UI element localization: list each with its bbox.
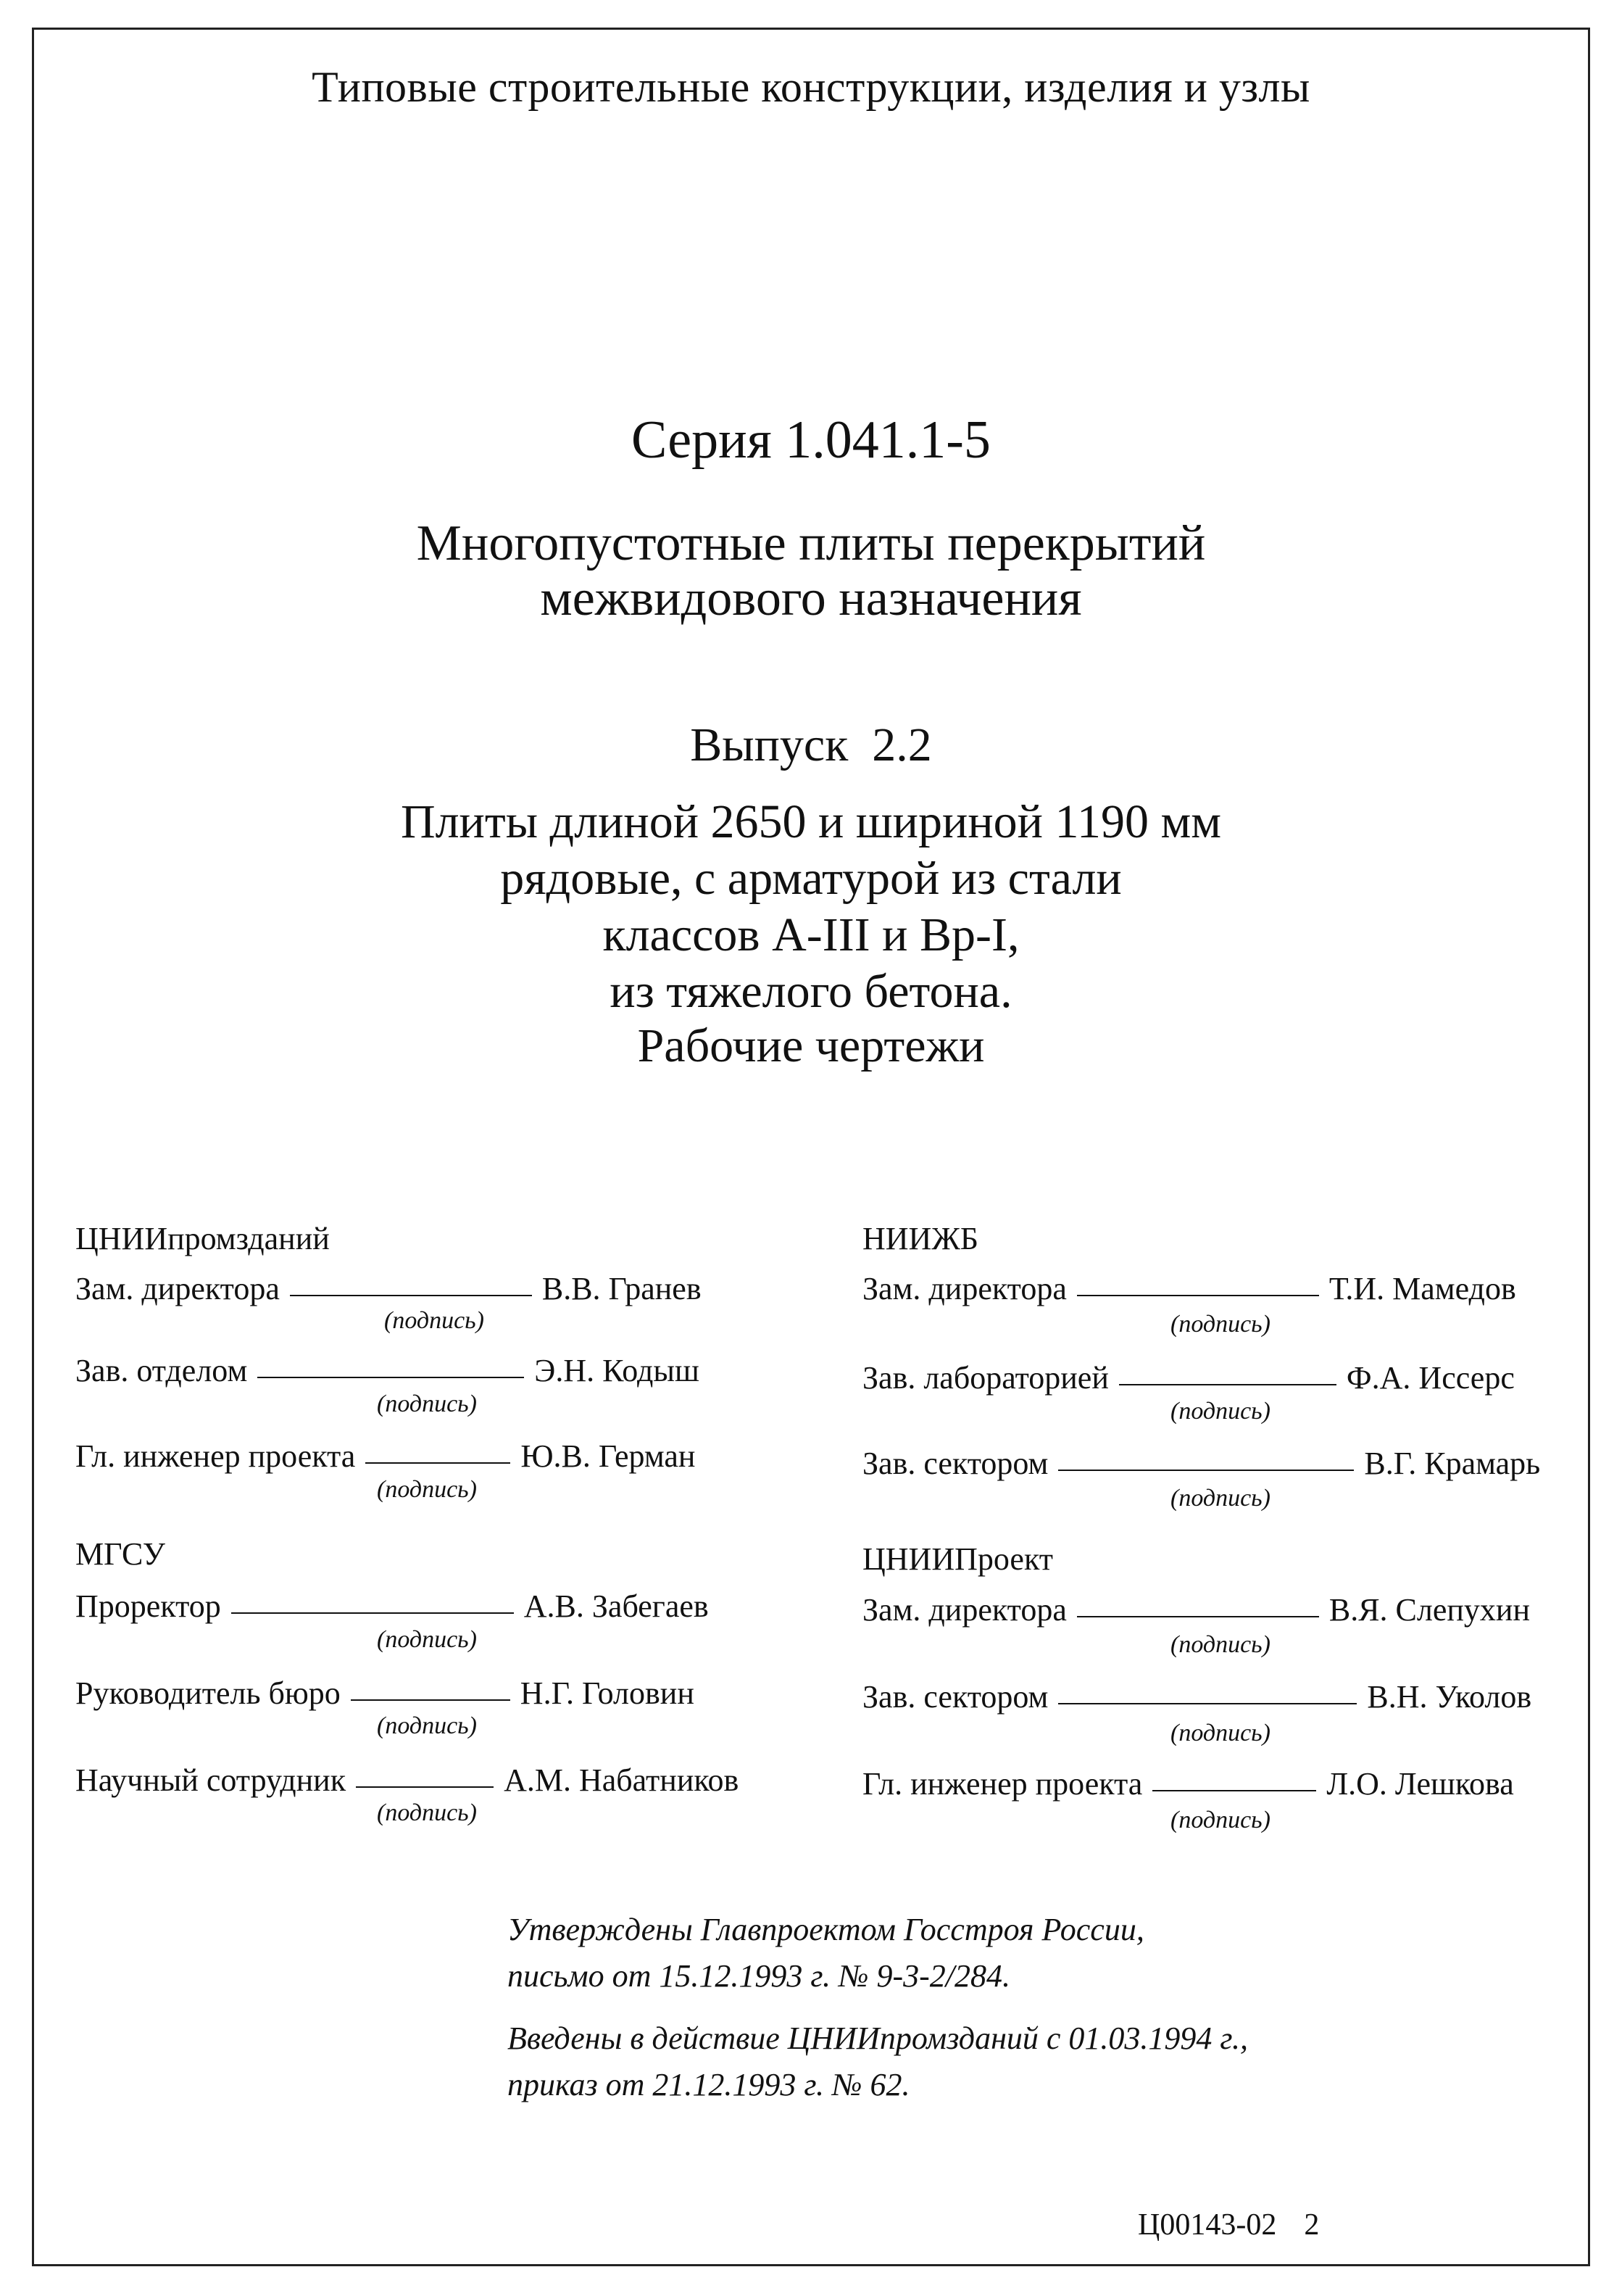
signature-line (1058, 1703, 1357, 1704)
subtitle-line: Плиты длиной 2650 и шириной 1190 мм (400, 795, 1222, 848)
approval-line: письмо от 15.12.1993 г. № 9-3-2/284. (507, 1958, 1011, 1994)
person-name: В.Я. Слепухин (1328, 1592, 1531, 1628)
page-number: 2 (1304, 2208, 1320, 2242)
signature-row (862, 1678, 1531, 1715)
issue-text: Выпуск 2.2 (690, 718, 932, 771)
signature-row (862, 1359, 1515, 1396)
signature-caption: (подпись) (1170, 1720, 1270, 1746)
subtitle-line: из тяжелого бетона. (610, 965, 1012, 1018)
signature-caption: (подпись) (377, 1712, 477, 1739)
signature-row (862, 1270, 1516, 1307)
role-label: Научный сотрудник (75, 1762, 346, 1798)
person-name: Н.Г. Головин (520, 1675, 694, 1711)
subtitle (0, 794, 1622, 1020)
role-label: Зав. сектором (862, 1446, 1049, 1481)
role-label: Руководитель бюро (75, 1675, 341, 1711)
signature-caption: (подпись) (377, 1476, 477, 1503)
approval-line: Введены в действие ЦНИИпромзданий с 01.03.1994 г., (507, 2021, 1249, 2056)
signature-caption: (подпись) (1170, 1485, 1270, 1512)
approval-note (507, 1907, 1248, 2108)
signature-caption: (подпись) (377, 1799, 477, 1826)
series-title: Серия 1.041.1-5 (631, 410, 991, 470)
signature-caption: (подпись) (377, 1391, 477, 1417)
person-name: В.Н. Уколов (1367, 1679, 1532, 1715)
role-label: Проректор (75, 1588, 221, 1624)
signature-line (351, 1699, 510, 1701)
signature-row (75, 1588, 709, 1625)
issue-number (0, 718, 1622, 773)
role-label: Зам. директора (862, 1271, 1067, 1306)
role-label: Гл. инженер проекта (862, 1766, 1143, 1802)
org-name: НИИЖБ (862, 1221, 979, 1256)
header-text: Типовые строительные конструкции, изделия и узлы (312, 63, 1310, 111)
signature-row (75, 1438, 695, 1475)
person-name: Э.Н. Кодыш (534, 1353, 699, 1388)
person-name: Ф.А. Иссерс (1346, 1360, 1515, 1396)
signature-caption: (подпись) (1170, 1807, 1270, 1833)
signature-caption: (подпись) (1170, 1398, 1270, 1425)
role-label: Зав. отделом (75, 1353, 248, 1388)
signature-line (1077, 1295, 1319, 1296)
subtitle-line: рядовые, с арматурой из стали (500, 852, 1122, 905)
signature-line (1119, 1384, 1336, 1385)
title-line: межвидового назначения (540, 571, 1082, 626)
signature-caption: (подпись) (1170, 1311, 1270, 1338)
signature-line (1058, 1470, 1354, 1471)
page-footer (1138, 2208, 1319, 2242)
signature-line (1077, 1616, 1319, 1617)
person-name: В.Г. Крамарь (1364, 1446, 1541, 1481)
person-name: В.В. Гранев (541, 1271, 702, 1306)
document-code: Ц00143-02 (1138, 2208, 1277, 2242)
signature-row (862, 1591, 1530, 1628)
org-name: ЦНИИпромзданий (75, 1221, 330, 1256)
signature-line (257, 1377, 524, 1378)
signature-caption: (подпись) (377, 1626, 477, 1653)
role-label: Гл. инженер проекта (75, 1438, 356, 1474)
signature-row (75, 1270, 702, 1307)
signature-row (862, 1765, 1514, 1802)
signature-row (75, 1675, 694, 1712)
person-name: Т.И. Мамедов (1328, 1271, 1516, 1306)
signature-row (75, 1352, 699, 1389)
signature-line (231, 1612, 514, 1614)
title-line: Многопустотные плиты перекрытий (416, 515, 1206, 571)
signature-line (365, 1462, 510, 1464)
person-name: А.М. Набатников (504, 1762, 739, 1798)
signature-caption: (подпись) (1170, 1631, 1270, 1658)
approval-line: Утверждены Главпроектом Госстроя России, (507, 1912, 1144, 1947)
signature-line (1152, 1790, 1316, 1791)
signature-caption: (подпись) (384, 1307, 484, 1334)
approval-line: приказ от 21.12.1993 г. № 62. (507, 2067, 910, 2102)
org-name: МГСУ (75, 1536, 165, 1572)
drawings-label: Рабочие чертежи (637, 1019, 985, 1072)
person-name: Л.О. Лешкова (1326, 1766, 1514, 1802)
person-name: Ю.В. Герман (520, 1438, 696, 1474)
subtitle-line: классов А-III и Вр-I, (602, 908, 1020, 961)
signature-line (356, 1786, 494, 1788)
role-label: Зам. директора (862, 1592, 1067, 1628)
signature-row (75, 1762, 739, 1799)
signature-row (862, 1445, 1540, 1482)
signature-line (290, 1295, 532, 1296)
role-label: Зав. лабораторией (862, 1360, 1109, 1396)
role-label: Зав. сектором (862, 1679, 1049, 1715)
document-title (0, 516, 1622, 626)
role-label: Зам. директора (75, 1271, 280, 1306)
person-name: А.В. Забегаев (523, 1588, 709, 1624)
org-name: ЦНИИПроект (862, 1541, 1053, 1577)
